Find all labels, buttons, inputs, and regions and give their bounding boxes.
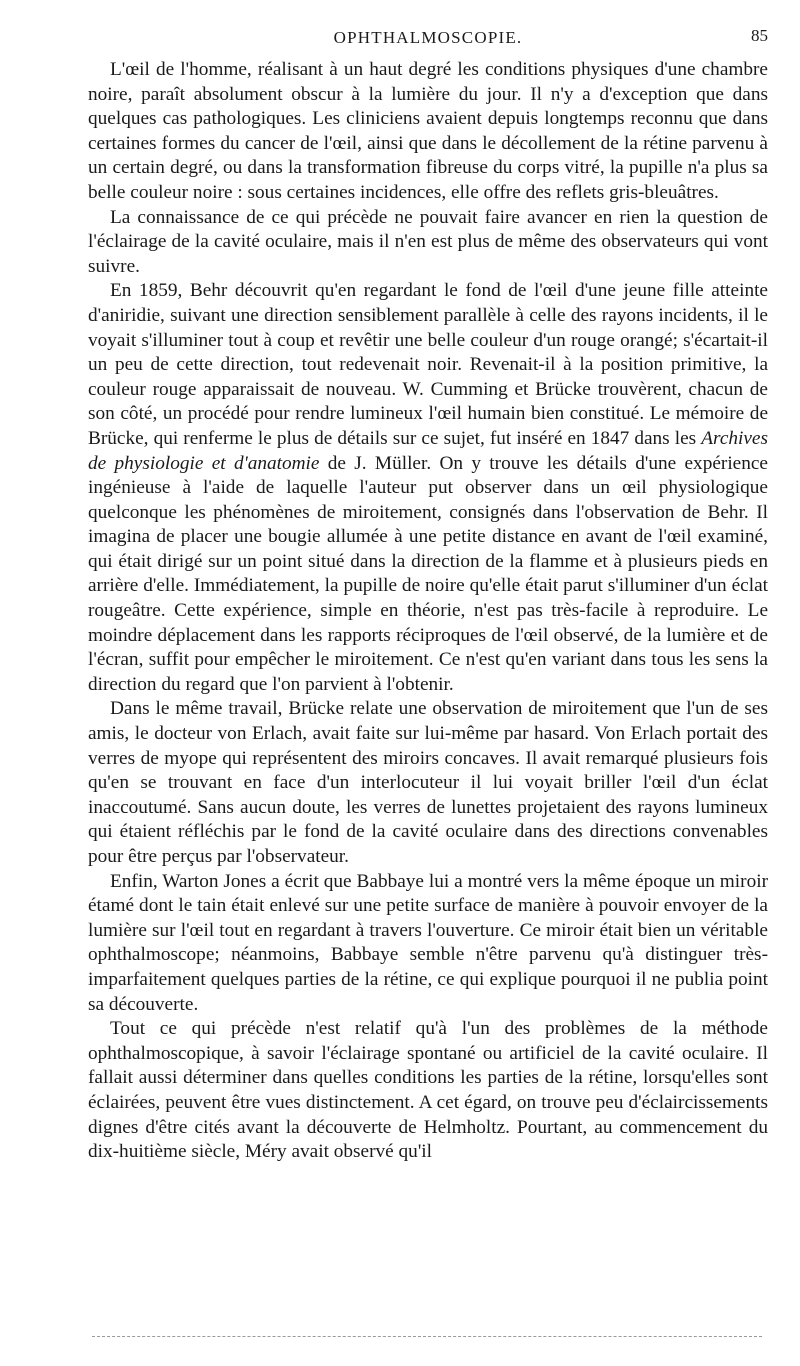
paragraph-6 (88, 1017, 768, 1165)
paragraph-3 (88, 279, 768, 697)
text-segment: La connaissance de ce qui précède ne pouvait faire avancer en rien la question de l'éclairage de la cavité oculaire, mais il n'en est plus de même des observateurs qui vont suivre. (88, 206, 768, 277)
footer-rule (92, 1336, 762, 1337)
text-segment: En 1859, Behr découvrit qu'en regardant le fond de l'œil d'une jeune fille atteinte d'aniridie, suivant une direction sensiblement parallèle à celle des rayons incidents, il le voyait s'illuminer tout à coup et revêtir une belle couleur d'un rouge orangé; s'écartait-il un peu de cette direction, tout redevenait noir. Revenait-il à la position primitive, la couleur rouge apparaissait de nouveau. W. Cumming et Brücke trouvèrent, chacun de son côté, un procédé pour rendre lumineux l'œil humain bien constitué. Le mémoire de Brücke, qui renferme le plus de détails sur ce sujet, fut inséré en 1847 dans les (88, 280, 768, 449)
running-title: OPHTHALMOSCOPIE. (333, 28, 523, 47)
book-page (88, 22, 768, 1165)
text-segment: Enfin, Warton Jones a écrit que Babbaye lui a montré vers la même époque un miroir étamé dont le tain était enlevé sur une petite surface de manière à pouvoir envoyer de la lumière sur l'œil tout en regardant à travers l'ouverture. Ce miroir était bien un véritable ophthalmoscope; néanmoins, Babbaye semble n'être parvenu qu'à distinguer très-imparfaitement quelques parties de la rétine, ce qui explique pourquoi il ne publia point sa découverte. (88, 870, 768, 1015)
paragraph-4 (88, 697, 768, 869)
text-segment: L'œil de l'homme, réalisant à un haut degré les conditions physiques d'une chambre noire, paraît absolument obscur à la lumière du jour. Il n'y a d'exception que dans quelques cas pathologiques. Les cliniciens avaient depuis longtemps reconnu que dans certaines formes du cancer de l'œil, ainsi que dans le décollement de la rétine parvenu à un certain degré, ou dans la transformation fibreuse du corps vitré, la pupille n'a plus sa belle couleur noire : sous certaines incidences, elle offre des reflets gris-bleuâtres. (88, 59, 768, 203)
page-number: 85 (751, 26, 768, 45)
text-segment: de J. Müller. On y trouve les détails d'une expérience ingénieuse à l'aide de laquelle l'auteur put observer dans un œil physiologique quelconque les phénomènes de miroitement, consignés dans l'observation de Behr. Il imagina de placer une bougie allumée à une petite distance en avant de l'œil examiné, qui était dirigé sur un point situé dans la direction de la flamme et à plusieurs pieds en arrière d'elle. Immédiatement, la pupille de noire qu'elle était parut s'illuminer d'un éclat rougeâtre. Cette expérience, simple en théorie, n'est pas très-facile à reproduire. Le moindre déplacement dans les rapports réciproques de l'œil observé, de la lumière et de l'écran, suffit pour empêcher le miroitement. Ce n'est qu'en variant dans tous les sens la direction du regard que l'on parvient à l'obtenir. (88, 452, 768, 695)
paragraph-2 (88, 206, 768, 280)
paragraph-1 (88, 58, 768, 206)
italic-title: Archives de physiologie et d'anatomie (88, 427, 768, 474)
running-head (88, 22, 768, 50)
paragraph-5 (88, 870, 768, 1018)
body-text (88, 58, 768, 1165)
text-segment: Dans le même travail, Brücke relate une observation de miroitement que l'un de ses amis, le docteur von Erlach, avait faite sur lui-même par hasard. Von Erlach portait des verres de myope qui représentent des miroirs concaves. Il avait remarqué plusieurs fois qu'en se trouvant en face d'un interlocuteur il lui voyait briller l'œil d'un éclat inaccoutumé. Sans aucun doute, les verres de lunettes projetaient des rayons lumineux qui étaient réfléchis par le fond de la cavité oculaire dans des directions convenables pour être perçus par l'observateur. (88, 698, 768, 867)
text-segment: Tout ce qui précède n'est relatif qu'à l'un des problèmes de la méthode ophthalmoscopique, à savoir l'éclairage spontané ou artificiel de la cavité oculaire. Il fallait aussi déterminer dans quelles conditions les parties de la rétine, lorsqu'elles sont éclairées, peuvent être vues distinctement. A cet égard, on trouve peu d'éclaircissements dignes d'être cités avant la découverte de Helmholtz. Pourtant, au commencement du dix-huitième siècle, Méry avait observé qu'il (88, 1018, 768, 1163)
